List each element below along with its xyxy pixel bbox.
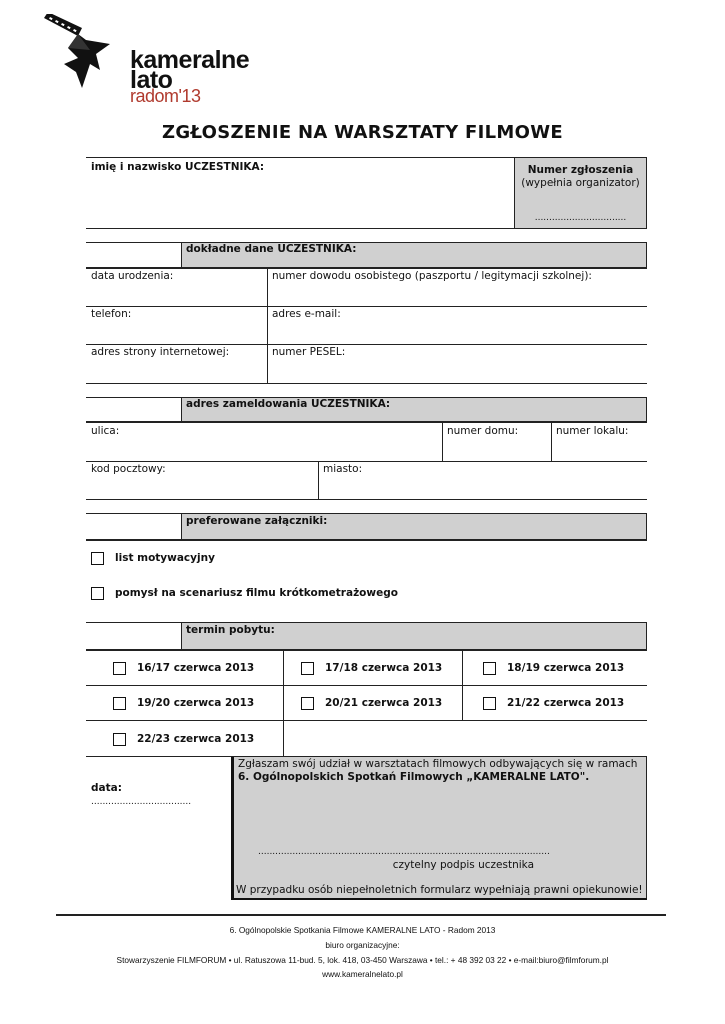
date-19-20-checkbox[interactable] [113,697,126,710]
house-number-label: numer domu: [447,425,519,437]
application-number-note: (wypełnia organizator) [521,177,640,189]
date-22-23-label: 22/23 czerwca 2013 [137,733,255,745]
details-header: dokładne dane UCZESTNIKA: [186,243,357,255]
date-21-22-label: 21/22 czerwca 2013 [507,697,625,709]
application-number-dots: ................................ [534,213,627,223]
screenplay-idea-label: pomysł na scenariusz filmu krótkometrażowego [115,587,398,599]
declaration-event: 6. Ogólnopolskich Spotkań Filmowych „KAMERALNE LATO". [238,771,590,783]
date-17-18-label: 17/18 czerwca 2013 [325,662,443,674]
motivation-letter-label: list motywacyjny [115,552,215,564]
street-label: ulica: [91,425,120,437]
logo-line3: radom'13 [130,86,201,106]
phone-label: telefon: [91,308,132,320]
signature-label: czytelny podpis uczestnika [392,859,534,871]
pesel-label: numer PESEL: [272,346,346,358]
footer-address: Stowarzyszenie FILMFORUM • ul. Ratuszowa 11-bud. 5, lok. 418, 03-450 Warszawa • tel.: + 48 392 03 22 • e-mail:biuro@filmforum.pl [116,955,609,965]
date-16-17-checkbox[interactable] [113,662,126,675]
guardian-note: W przypadku osób niepełnoletnich formularz wypełniają prawni opiekunowie! [236,884,643,896]
date-20-21-checkbox[interactable] [301,697,314,710]
city-label: miasto: [323,463,363,475]
date-21-22-checkbox[interactable] [483,697,496,710]
flat-number-label: numer lokalu: [556,425,629,437]
date-18-19-checkbox[interactable] [483,662,496,675]
date-field[interactable]: ................................... [91,797,192,807]
website-label: adres strony internetowej: [91,346,230,358]
date-label: data: [91,782,122,794]
attachments-header: preferowane załączniki: [186,515,328,527]
signature-field[interactable]: ...................................................................................................... [258,847,550,857]
name-label: imię i nazwisko UCZESTNIKA: [91,161,265,173]
bird-filmstrip-logo-icon [38,14,128,104]
date-18-19-label: 18/19 czerwca 2013 [507,662,625,674]
email-label: adres e-mail: [272,308,341,320]
footer-divider [56,914,666,916]
birth-date-label: data urodzenia: [91,270,174,282]
footer-event: 6. Ogólnopolskie Spotkania Filmowe KAMERALNE LATO - Radom 2013 [229,925,496,935]
footer-website[interactable]: www.kameralnelato.pl [322,969,403,979]
date-20-21-label: 20/21 czerwca 2013 [325,697,443,709]
name-field[interactable] [86,176,512,226]
logo-line2: lato [130,66,173,94]
address-header: adres zameldowania UCZESTNIKA: [186,398,391,410]
application-number-label: Numer zgłoszenia [527,164,634,176]
stay-header: termin pobytu: [186,624,275,636]
screenplay-idea-checkbox[interactable] [91,587,104,600]
date-17-18-checkbox[interactable] [301,662,314,675]
id-number-label: numer dowodu osobistego (paszportu / legitymacji szkolnej): [272,270,592,282]
date-22-23-checkbox[interactable] [113,733,126,746]
declaration-text: Zgłaszam swój udział w warsztatach filmowych odbywających się w ramach [238,758,638,770]
date-19-20-label: 19/20 czerwca 2013 [137,697,255,709]
logo-line1: kameralne [130,46,250,74]
date-16-17-label: 16/17 czerwca 2013 [137,662,255,674]
postal-code-label: kod pocztowy: [91,463,166,475]
footer-office-label: biuro organizacyjne: [325,940,400,950]
page-title: ZGŁOSZENIE NA WARSZTATY FILMOWE [162,122,563,143]
motivation-letter-checkbox[interactable] [91,552,104,565]
